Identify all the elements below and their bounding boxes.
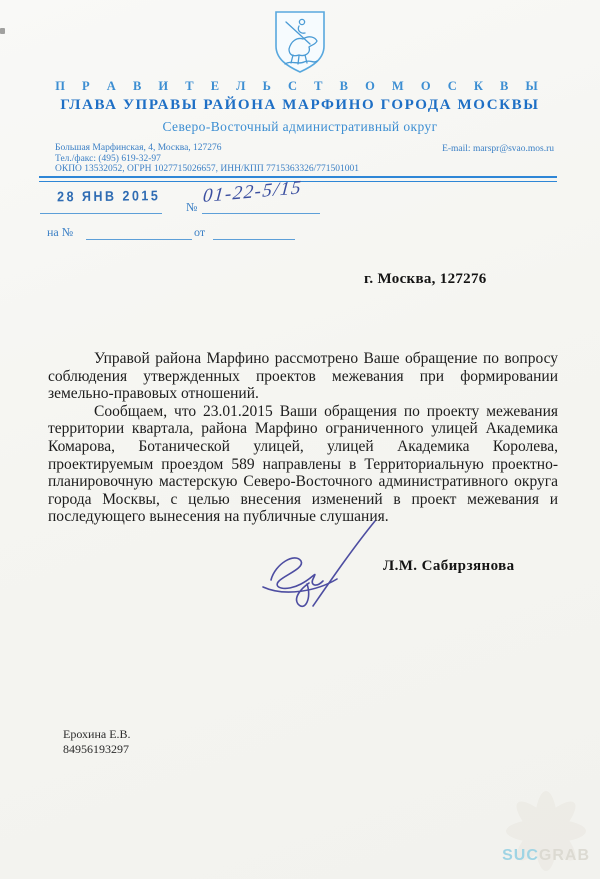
signatory-name: Л.М. Сабирзянова <box>383 558 515 574</box>
body-paragraph-2: Сообщаем, что 23.01.2015 Ваши обращения по проекту межевания территории квартала, района Марфино ограниченного улицей Академика Комарова, Ботанической улицей, улицей Академика Королева, проектируемым проездом 589 направлены в Территориальную проектно-планировочную мастерскую Северо-Восточного административного округа города Москвы, с целью внесения изменений в проект межевания и последующего вынесения на публичные слушания. <box>48 402 558 526</box>
phone-line: Тел./факс: (495) 619-32-97 <box>55 153 161 164</box>
moscow-coat-of-arms-icon <box>271 9 329 75</box>
district-line: Северо-Восточный административный округ <box>162 119 438 134</box>
address-line: Большая Марфинская, 4, Москва, 127276 <box>55 143 222 153</box>
contact-block <box>55 143 415 175</box>
watermark-text-part2: GRAB <box>538 847 590 864</box>
scan-artifact-speck <box>0 28 5 34</box>
handwritten-reference-number: 01-22-5/15 <box>202 177 304 207</box>
date-underline <box>40 213 162 214</box>
from-label: от <box>194 225 206 239</box>
executor-name: Ерохина Е.В. <box>63 727 131 741</box>
incoming-number-label: на № <box>47 225 74 239</box>
number-underline <box>202 213 320 214</box>
body-paragraph-1: Управой района Марфино рассмотрено Ваше обращение по вопросу соблюдения утвержденных проектов межевания при формировании земельно-правовых отношений. <box>48 350 558 403</box>
government-line: П Р А В И Т Е Л Ь С Т В О М О С К В Ы <box>55 79 545 93</box>
date-stamp: 28 ЯНВ 2015 <box>57 187 161 205</box>
number-label: № <box>186 200 198 214</box>
executor-phone: 84956193297 <box>63 742 129 756</box>
letter-body <box>48 350 558 526</box>
email-line: E-mail: marspr@svao.mos.ru <box>442 144 554 154</box>
watermark-text-part1: SUC <box>502 847 539 864</box>
incoming-number-underline <box>86 239 192 240</box>
letterhead-title: ГЛАВА УПРАВЫ РАЙОНА МАРФИНО ГОРОДА МОСКВЫ <box>60 97 540 113</box>
recipient-city: г. Москва, 127276 <box>364 271 487 287</box>
watermark-text <box>502 847 590 865</box>
registry-line: ОКПО 13532052, ОГРН 1027715026657, ИНН/КПП 7715363326/771501001 <box>55 164 359 174</box>
from-date-underline <box>213 239 295 240</box>
executor-block <box>63 727 131 757</box>
